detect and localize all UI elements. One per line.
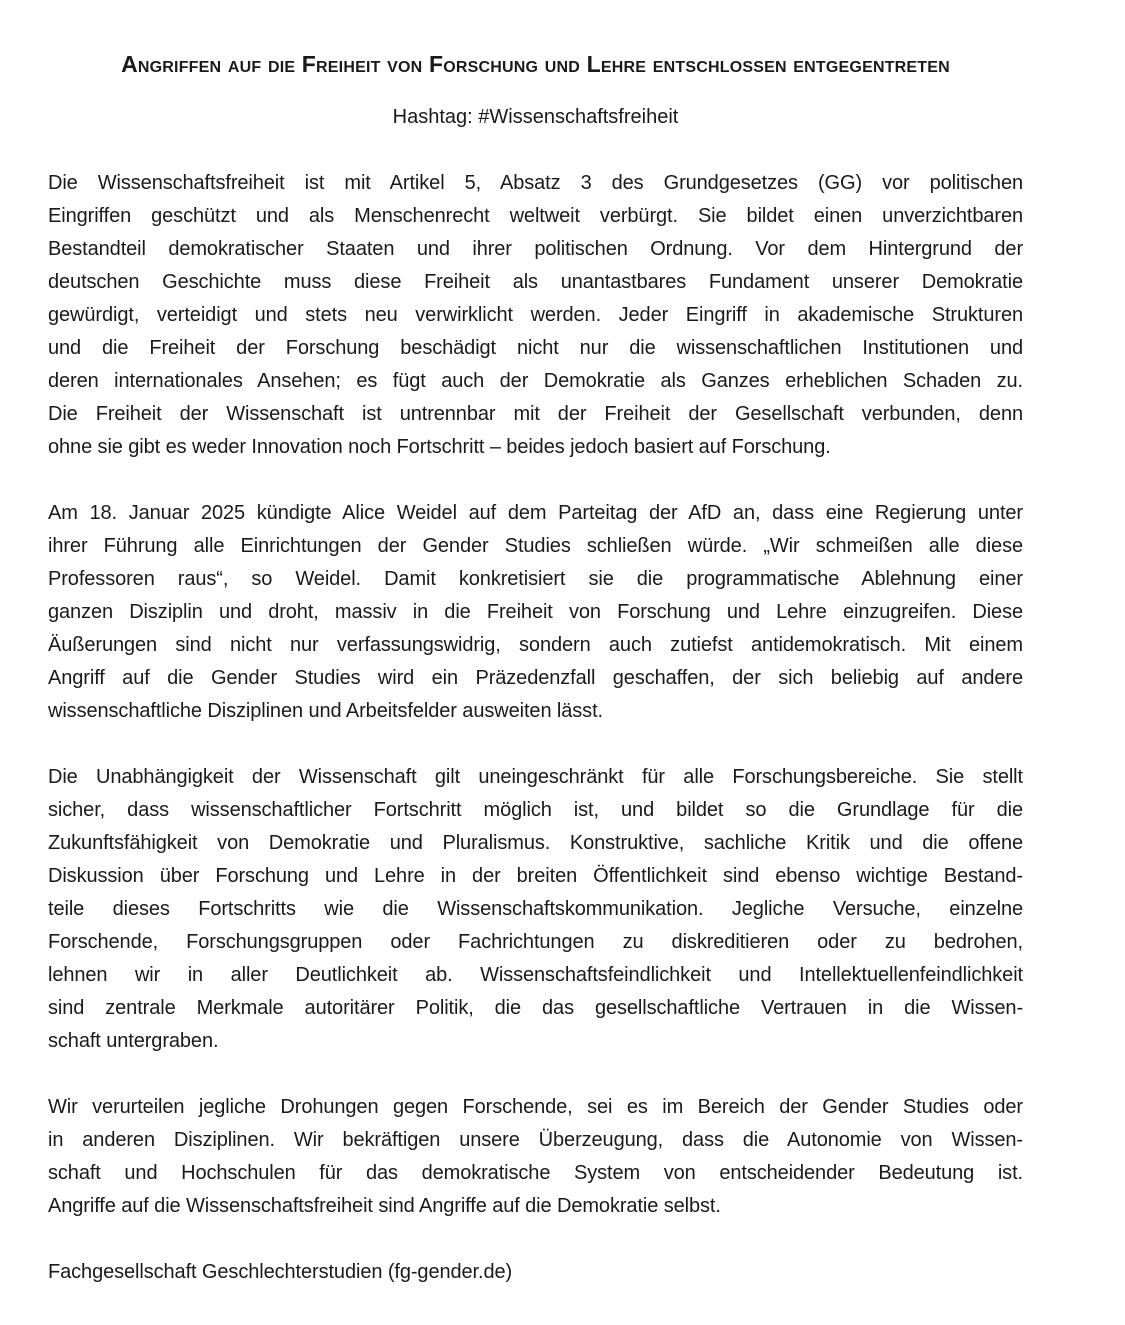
text-line: Zukunftsfähigkeit von Demokratie und Pluralismus. Konstruktive, sachliche Kritik und die offene (48, 832, 1023, 854)
text-line: und die Freiheit der Forschung beschädigt nicht nur die wissenschaftlichen Institutionen und (48, 337, 1023, 359)
text-line: Eingriffen geschützt und als Menschenrecht weltweit verbürgt. Sie bildet einen unverzichtbaren (48, 205, 1023, 227)
text-line: lehnen wir in aller Deutlichkeit ab. Wissenschaftsfeindlichkeit und Intellektuellenfeindlichkeit (48, 964, 1023, 986)
text-line: Diskussion über Forschung und Lehre in der breiten Öffentlichkeit sind ebenso wichtige Bestand- (48, 865, 1023, 887)
text-line: sind zentrale Merkmale autoritärer Politik, die das gesellschaftliche Vertrauen in die Wissen- (48, 997, 1023, 1019)
text-line: Angriff auf die Gender Studies wird ein Präzedenzfall geschaffen, der sich beliebig auf andere (48, 667, 1023, 689)
text-line: Äußerungen sind nicht nur verfassungswidrig, sondern auch zutiefst antidemokratisch. Mit einem (48, 634, 1023, 656)
text-line: ihrer Führung alle Einrichtungen der Gender Studies schließen würde. „Wir schmeißen alle diese (48, 535, 1023, 557)
text-line: schaft untergraben. (48, 1030, 219, 1052)
text-line: sicher, dass wissenschaftlicher Fortschritt möglich ist, und bildet so die Grundlage für die (48, 799, 1023, 821)
text-line: Bestandteil demokratischer Staaten und ihrer politischen Ordnung. Vor dem Hintergrund der (48, 238, 1023, 260)
text-line: Am 18. Januar 2025 kündigte Alice Weidel auf dem Parteitag der AfD an, dass eine Regierung unter (48, 502, 1023, 524)
text-line: in anderen Disziplinen. Wir bekräftigen unsere Überzeugung, dass die Autonomie von Wissen- (48, 1129, 1023, 1151)
text-line: wissenschaftliche Disziplinen und Arbeitsfelder ausweiten lässt. (48, 700, 603, 722)
paragraph (48, 761, 1023, 1058)
text-line: Die Freiheit der Wissenschaft ist untrennbar mit der Freiheit der Gesellschaft verbunden, denn (48, 403, 1023, 425)
text-line: Wir verurteilen jegliche Drohungen gegen Forschende, sei es im Bereich der Gender Studies oder (48, 1096, 1023, 1118)
document-title: Angriffen auf die Freiheit von Forschung und Lehre entschlossen entgegentreten (121, 51, 950, 77)
text-line: ohne sie gibt es weder Innovation noch Fortschritt – beides jedoch basiert auf Forschung. (48, 436, 831, 458)
text-line: deren internationales Ansehen; es fügt auch der Demokratie als Ganzes erheblichen Schaden zu. (48, 370, 1023, 392)
text-line: Die Unabhängigkeit der Wissenschaft gilt uneingeschränkt für alle Forschungsbereiche. Sie stellt (48, 766, 1023, 788)
text-line: teile dieses Fortschritts wie die Wissenschaftskommunikation. Jegliche Versuche, einzelne (48, 898, 1023, 920)
document-subtitle: Hashtag: #Wissenschaftsfreiheit (392, 106, 679, 128)
text-line: Die Wissenschaftsfreiheit ist mit Artikel 5, Absatz 3 des Grundgesetzes (GG) vor politischen (48, 172, 1023, 194)
text-line: Forschende, Forschungsgruppen oder Fachrichtungen zu diskreditieren oder zu bedrohen, (48, 931, 1023, 953)
text-line: deutschen Geschichte muss diese Freiheit als unantastbares Fundament unserer Demokratie (48, 271, 1023, 293)
text-line: ganzen Disziplin und droht, massiv in die Freiheit von Forschung und Lehre einzugreifen. Diese (48, 601, 1023, 623)
paragraph (48, 497, 1023, 728)
paragraph (48, 1091, 1023, 1223)
text-line: Professoren raus“, so Weidel. Damit konkretisiert sie die programmatische Ablehnung einer (48, 568, 1023, 590)
text-line: schaft und Hochschulen für das demokratische System von entscheidender Bedeutung ist. (48, 1162, 1023, 1184)
paragraph (48, 167, 1023, 464)
text-line: Angriffe auf die Wissenschaftsfreiheit sind Angriffe auf die Demokratie selbst. (48, 1195, 721, 1217)
text-line: gewürdigt, verteidigt und stets neu verwirklicht werden. Jeder Eingriff in akademische Strukturen (48, 304, 1023, 326)
document-footer: Fachgesellschaft Geschlechterstudien (fg-gender.de) (48, 1261, 513, 1283)
document-body (48, 167, 1023, 1223)
